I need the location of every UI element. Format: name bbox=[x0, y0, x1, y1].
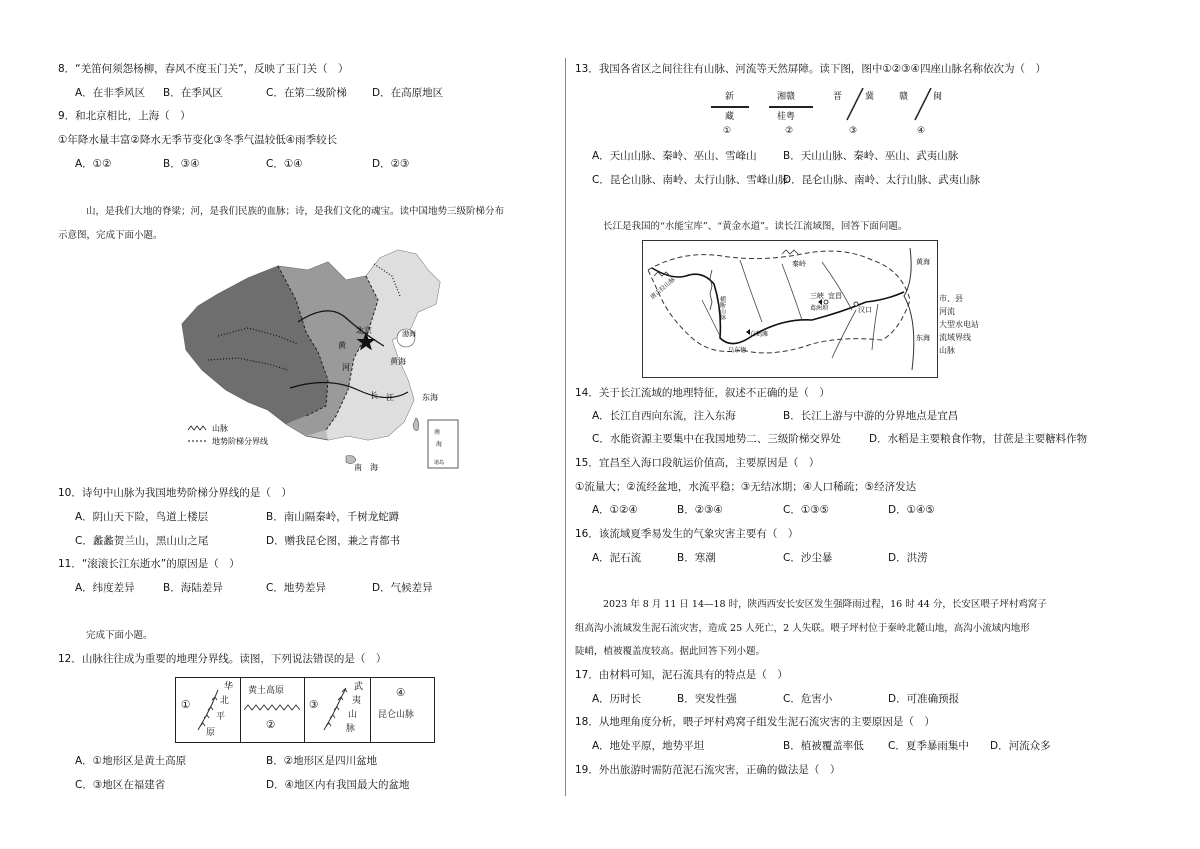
q8-option-b: B．在季风区 bbox=[163, 87, 223, 99]
q12-cell-3 bbox=[304, 678, 371, 742]
q13-option-b: B．天山山脉、秦岭、巫山、武夷山脉 bbox=[783, 150, 959, 162]
q12-kunlun-label: 昆仑山脉 bbox=[378, 710, 415, 720]
q12-wuyi-4: 脉 bbox=[346, 724, 356, 734]
inset-label-1: 南 bbox=[434, 429, 441, 436]
q15-stem: 15．宜昌至入海口段航运价值高，主要原因是（ ） bbox=[575, 457, 820, 469]
map-label-donghai: 东海 bbox=[916, 334, 930, 342]
legend-river: 河流 bbox=[939, 307, 955, 316]
q12-option-a: A．①地形区是黄土高原 bbox=[75, 755, 187, 767]
q13-a-num: ① bbox=[723, 126, 732, 136]
q12-loess-label: 黄土高原 bbox=[248, 686, 285, 696]
q16-option-b: B．寒潮 bbox=[677, 552, 716, 564]
q16-option-c: C．沙尘暴 bbox=[783, 552, 833, 564]
q13-option-c: C．昆仑山脉、南岭、太行山脉、雪峰山脉 bbox=[592, 174, 789, 186]
q15-option-d: D．①④⑤ bbox=[888, 504, 935, 516]
q11-option-a: A．纬度差异 bbox=[75, 582, 135, 594]
q16-stem: 16．该流域夏季易发生的气象灾害主要有（ ） bbox=[575, 528, 799, 540]
map-label-wudongde: 乌东德 bbox=[728, 347, 747, 354]
map-label-nanhai: 南 海 bbox=[354, 463, 378, 472]
q18-stem: 18．从地理角度分析，喂子坪村鸡窝子组发生泥石流灾害的主要原因是（ ） bbox=[575, 716, 935, 728]
map-label-he: 河 bbox=[342, 363, 350, 372]
map-label-beijing: 北京 bbox=[356, 326, 372, 335]
q9-option-b: B．③④ bbox=[163, 158, 200, 170]
q13-d-line bbox=[913, 88, 933, 122]
q13-c-left: 晋 bbox=[833, 92, 843, 102]
q13-option-d: D．昆仑山脉、南岭、太行山脉、武夷山脉 bbox=[783, 174, 981, 186]
yangtze-map-legend bbox=[939, 292, 999, 362]
taiwan-island bbox=[413, 418, 419, 430]
q12-num-4: ④ bbox=[396, 687, 406, 699]
q13-b-line bbox=[769, 106, 813, 108]
q13-c-right: 冀 bbox=[865, 92, 875, 102]
q14-option-b: B．长江上游与中游的分界地点是宜昌 bbox=[783, 410, 959, 422]
q13-c-line bbox=[845, 88, 865, 122]
q9-option-c: C．①④ bbox=[266, 158, 303, 170]
q12-option-b: B．②地形区是四川盆地 bbox=[266, 755, 378, 767]
q14-option-c: C．水能资源主要集中在我国地势二、三级阶梯交界处 bbox=[592, 433, 841, 445]
map-label-hengduan: 横断山脉 bbox=[718, 296, 726, 320]
q13-a-bottom: 藏 bbox=[725, 112, 735, 122]
q12-wuyi-3: 山 bbox=[348, 710, 358, 720]
q13-figure bbox=[707, 86, 957, 138]
q12-wuyi-2: 夷 bbox=[352, 696, 362, 706]
legend-boundary-label: 地势阶梯分界线 bbox=[212, 437, 268, 446]
q9-stem: 9．和北京相比，上海（ ） bbox=[58, 110, 191, 122]
map-label-huang: 黄 bbox=[338, 341, 346, 350]
q11-stem: 11．“滚滚长江东逝水”的原因是（ ） bbox=[58, 558, 240, 570]
legend-boundary: 流域界线 bbox=[939, 333, 971, 342]
q8-option-d: D．在高原地区 bbox=[372, 87, 444, 99]
q16-option-a: A．泥石流 bbox=[592, 552, 642, 564]
q8-option-a: A．在非季风区 bbox=[75, 87, 146, 99]
q13-d-num: ④ bbox=[917, 126, 926, 136]
map-label-gezhouba: 葛洲坝 bbox=[810, 305, 829, 312]
q10-option-b: B．南山隔秦岭，千树龙蛇蹲 bbox=[266, 511, 400, 523]
q13-d-left: 赣 bbox=[899, 92, 909, 102]
q15-option-a: A．①②④ bbox=[592, 504, 638, 516]
q9-option-a: A．①② bbox=[75, 158, 112, 170]
q13-option-a: A．天山山脉、秦岭、巫山、雪峰山 bbox=[592, 150, 757, 162]
legend-dam: 大型水电站 bbox=[939, 320, 979, 329]
q18-option-c: C．夏季暴雨集中 bbox=[888, 740, 969, 752]
q8-option-c: C．在第二级阶梯 bbox=[266, 87, 347, 99]
q12-wuyi-1: 武 bbox=[354, 682, 364, 692]
q12-cell-1 bbox=[176, 678, 241, 742]
q15-info: ①流量大；②流经盆地，水流平稳；③无结冰期；④人口稀疏；⑤经济发达 bbox=[575, 481, 917, 493]
q12-cell-2 bbox=[240, 678, 305, 742]
city-yichang bbox=[824, 300, 828, 304]
yangtze-basin-map bbox=[642, 240, 938, 378]
q17-option-c: C．危害小 bbox=[783, 693, 833, 705]
legend-mountain-label: 山脉 bbox=[212, 424, 228, 433]
map-label-huanghai: 黄海 bbox=[390, 357, 406, 366]
map-label-tanggula: 唐古拉山脉 bbox=[649, 276, 677, 301]
q18-option-a: A．地处平原，地势平坦 bbox=[592, 740, 705, 752]
map-label-hankou: 汉口 bbox=[858, 306, 872, 314]
q9-info: ①年降水量丰富②降水无季节变化③冬季气温较低④雨季较长 bbox=[58, 134, 338, 146]
q13-b-num: ② bbox=[785, 126, 794, 136]
q13-b-bottom: 桂粤 bbox=[777, 112, 796, 122]
q17-option-b: B．突发性强 bbox=[677, 693, 737, 705]
map-label-chang: 长 bbox=[370, 391, 378, 400]
map-frame bbox=[643, 241, 938, 378]
q13-c-num: ③ bbox=[849, 126, 858, 136]
q13-a-top: 新 bbox=[725, 92, 735, 102]
intro-line-2: 示意图，完成下面小题。 bbox=[58, 230, 163, 241]
q12-option-c: C．③地区在福建省 bbox=[75, 779, 166, 791]
china-terrain-map bbox=[178, 240, 468, 476]
map-label-yichang: 宜昌 bbox=[828, 292, 842, 300]
intro-2: 完成下面小题。 bbox=[86, 630, 153, 641]
map-label-qinling: 秦岭 bbox=[792, 260, 806, 268]
legend-city: 市、县 bbox=[939, 294, 963, 303]
mountain-symbol-2 bbox=[244, 702, 300, 712]
q9-option-d: D．②③ bbox=[372, 158, 410, 170]
intro-line-1: 山，是我们大地的脊梁；河，是我们民族的血脉；诗，是我们文化的魂宝。读中国地势三级阶梯分布 bbox=[86, 206, 505, 217]
map-label-jiang: 江 bbox=[386, 393, 394, 402]
q12-huabei-3: 平 bbox=[216, 712, 226, 722]
q12-option-d: D．④地区内有我国最大的盆地 bbox=[266, 779, 410, 791]
map-label-sanxia: 三峡 bbox=[810, 292, 824, 300]
mudslide-intro-1: 2023 年 8 月 11 日 14—18 时，陕西西安长安区发生强降雨过程，16 时 44 分，长安区喂子坪村鸡窝子 bbox=[603, 599, 1047, 610]
map-label-bohai: 渤海 bbox=[402, 330, 416, 338]
q12-num-2: ② bbox=[266, 719, 276, 731]
q17-option-a: A．历时长 bbox=[592, 693, 642, 705]
q13-stem: 13．我国各省区之间往往有山脉、河流等天然屏障。读下图，图中①②③④四座山脉名称依次为（ ） bbox=[575, 63, 1047, 75]
q10-stem: 10．诗句中山脉为我国地势阶梯分界线的是（ ） bbox=[58, 487, 292, 499]
q16-option-d: D．洪涝 bbox=[888, 552, 928, 564]
q17-option-d: D．可准确预报 bbox=[888, 693, 960, 705]
legend-mountain: 山脉 bbox=[939, 346, 955, 355]
q12-figure bbox=[175, 677, 435, 743]
q15-option-b: B．②③④ bbox=[677, 504, 723, 516]
q10-option-d: D．赠我昆仑图，兼之青都书 bbox=[266, 535, 401, 547]
q14-option-d: D．水稻是主要粮食作物，甘蔗是主要糖料作物 bbox=[869, 433, 1088, 445]
map-label-baihetan: 白鹤滩 bbox=[750, 331, 769, 338]
legend-mountain-symbol bbox=[188, 426, 206, 430]
q12-num-1: ① bbox=[181, 699, 191, 711]
q15-option-c: C．①③⑤ bbox=[783, 504, 830, 516]
q11-option-c: C．地势差异 bbox=[266, 582, 326, 594]
q10-option-c: C．蠡蠡贺兰山，黑山山之尾 bbox=[75, 535, 209, 547]
q17-stem: 17．由材料可知，泥石流具有的特点是（ ） bbox=[575, 669, 788, 681]
q13-b-top: 湘赣 bbox=[777, 92, 796, 102]
q18-option-d: D．河流众多 bbox=[990, 740, 1051, 752]
q11-option-b: B．海陆差异 bbox=[163, 582, 223, 594]
q12-huabei-4: 原 bbox=[206, 728, 216, 738]
q13-d-right: 闽 bbox=[933, 92, 943, 102]
map-label-huanghai: 黄海 bbox=[916, 258, 930, 266]
q14-option-a: A．长江自西向东流，注入东海 bbox=[592, 410, 736, 422]
q14-stem: 14．关于长江流域的地理特征，叙述不正确的是（ ） bbox=[575, 387, 830, 399]
q18-option-b: B．植被覆盖率低 bbox=[783, 740, 864, 752]
inset-label-2: 海 bbox=[436, 441, 443, 448]
q12-cell-4 bbox=[370, 678, 434, 742]
inset-label-3: 诸岛 bbox=[434, 460, 445, 466]
map-label-donghai: 东海 bbox=[422, 393, 438, 402]
q12-num-3: ③ bbox=[309, 699, 319, 711]
q8-stem: 8．“羌笛何须怨杨柳，春风不度玉门关”，反映了玉门关（ ） bbox=[58, 63, 349, 75]
q19-stem: 19．外出旅游时需防范泥石流灾害，正确的做法是（ ） bbox=[575, 764, 841, 776]
q12-stem: 12．山脉往往成为重要的地理分界线。读图，下列说法错误的是（ ） bbox=[58, 653, 387, 665]
column-divider bbox=[565, 58, 566, 796]
mudslide-intro-3: 陡峭，植被覆盖度较高。据此回答下列小题。 bbox=[575, 646, 766, 657]
mudslide-intro-2: 组高沟小流域发生泥石流灾害，造成 25 人死亡，2 人失联。喂子坪村位于秦岭北麓山地，高沟小流域内地形 bbox=[575, 623, 1030, 634]
yangtze-intro: 长江是我国的“水能宝库”、“黄金水道”。读长江流域图，回答下面问题。 bbox=[603, 221, 908, 232]
q12-huabei-2: 北 bbox=[220, 696, 230, 706]
q12-huabei-1: 华 bbox=[224, 682, 234, 692]
q11-option-d: D．气候差异 bbox=[372, 582, 433, 594]
q10-option-a: A．阴山天下险，鸟道上楼层 bbox=[75, 511, 209, 523]
q13-a-line bbox=[711, 106, 749, 108]
